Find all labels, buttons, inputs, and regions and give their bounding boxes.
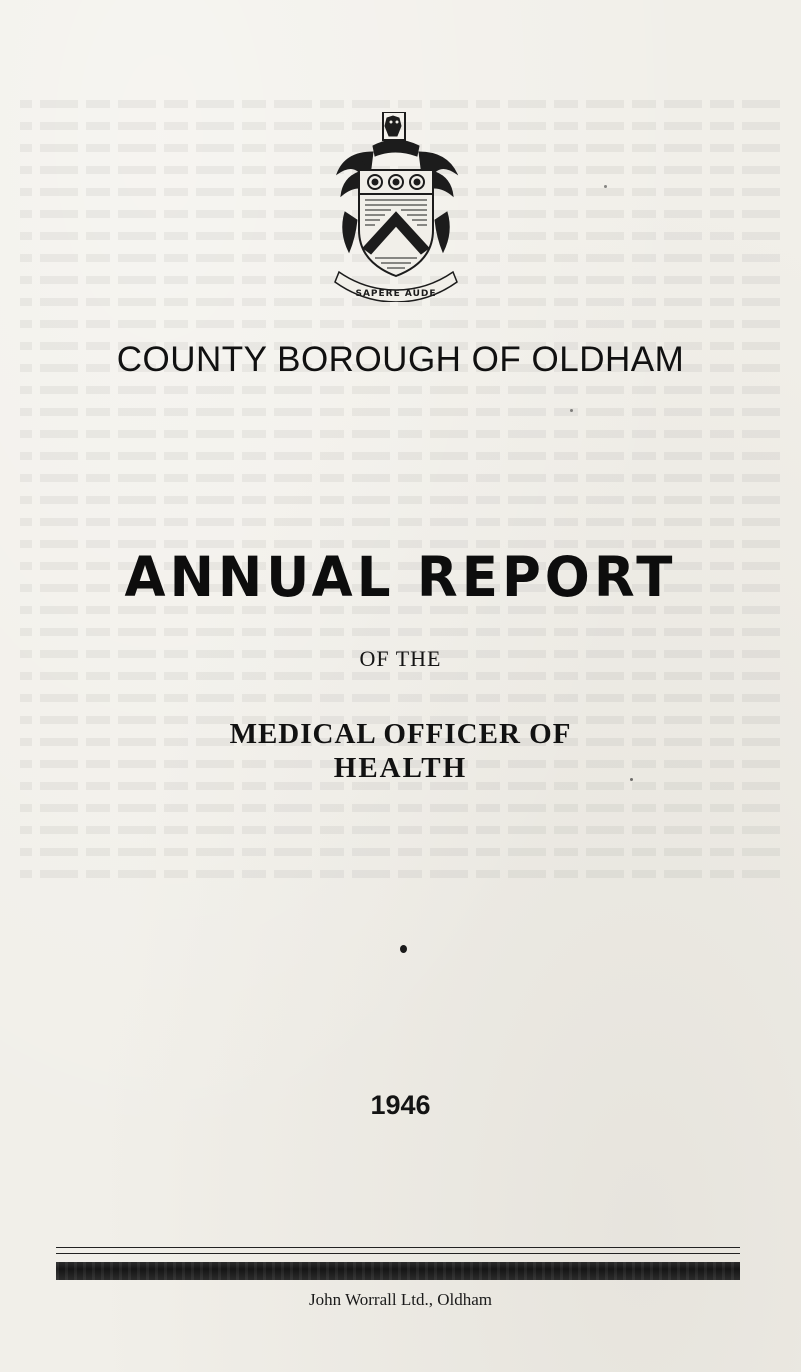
ink-speck (604, 185, 607, 188)
report-year: 1946 (370, 1090, 431, 1120)
rule-thin-mid (56, 1253, 740, 1254)
borough-name: COUNTY BOROUGH OF OLDHAM (116, 340, 685, 379)
report-title: ANNUAL REPORT (124, 545, 677, 610)
ink-speck (400, 945, 407, 953)
ink-speck (630, 778, 633, 781)
officer-title-line-1: MEDICAL OFFICER OF (229, 718, 572, 750)
officer-title-line-2: HEALTH (333, 752, 468, 784)
printer-imprint: John Worrall Ltd., Oldham (309, 1290, 492, 1309)
borough-coat-of-arms-icon (325, 112, 467, 302)
of-the-text: OF THE (359, 646, 442, 671)
rule-thick (56, 1262, 740, 1280)
rule-thin-top (56, 1247, 740, 1248)
ink-speck (570, 409, 573, 412)
svg-text:SAPERE AUDE: SAPERE AUDE (355, 289, 437, 299)
